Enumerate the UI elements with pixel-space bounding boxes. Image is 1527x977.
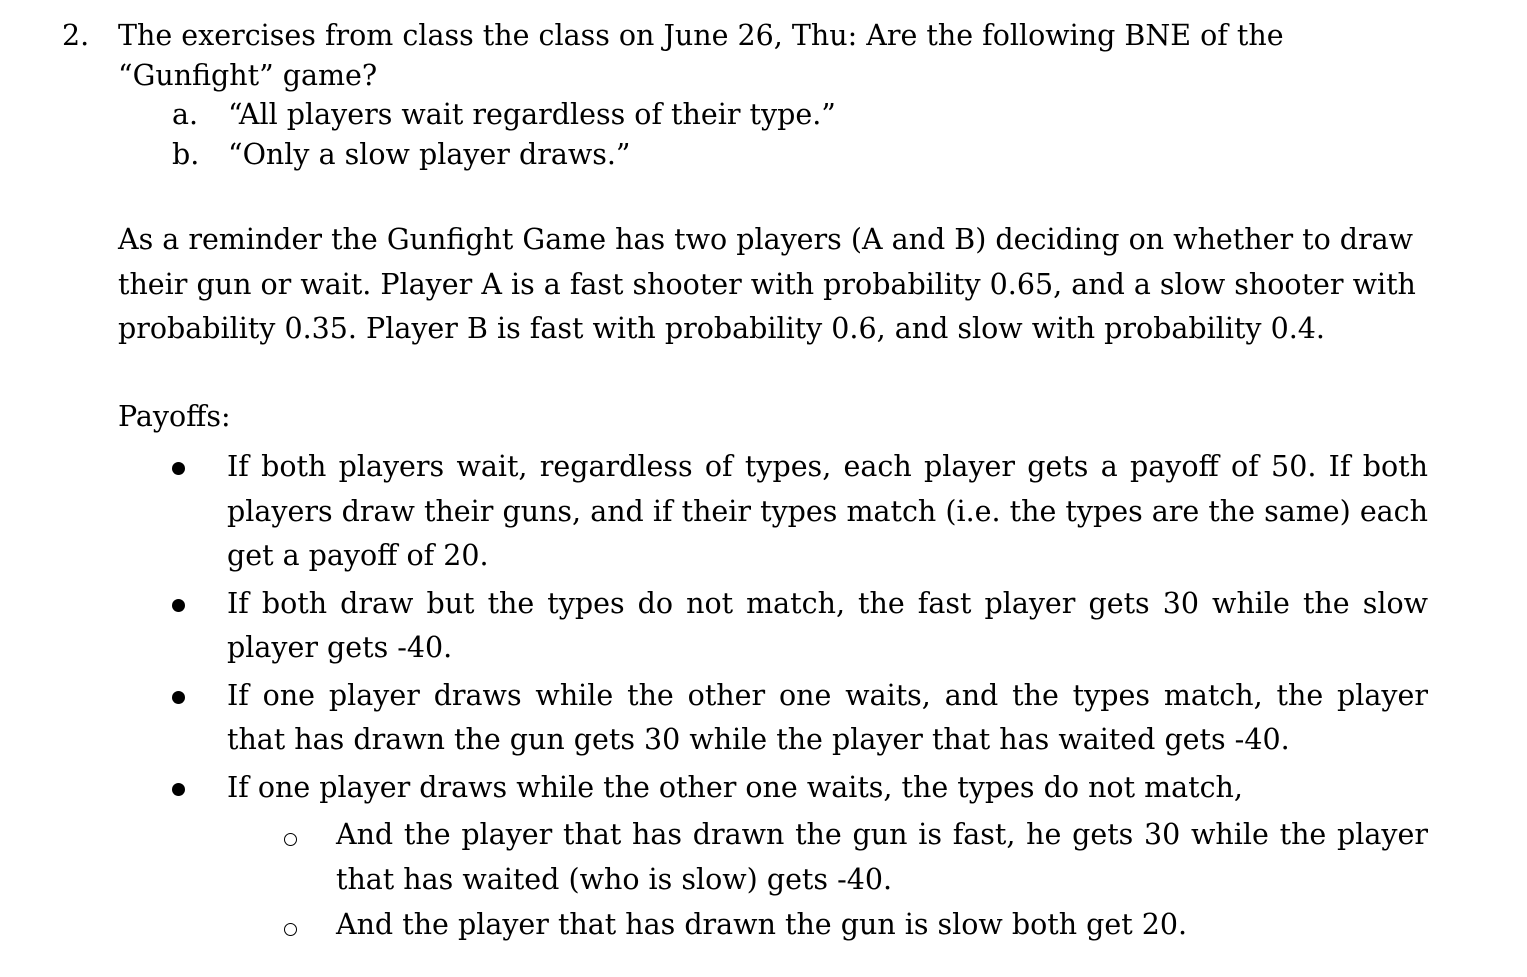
bullet-text: If one player draws while the other one waits, the types do not match, [227,770,1243,804]
filled-circle-bullet-icon [172,462,185,475]
item-text: “All players wait regardless of their type.” [228,98,836,131]
hollow-circle-bullet-icon [284,923,297,936]
payoff-bullet-1 [166,445,1428,579]
bullet-text: If both draw but the types do not match, the fast player gets 30 while the slow player gets -40. [227,586,1428,664]
filled-circle-bullet-icon [172,783,185,796]
payoffs-list [166,445,1428,949]
reminder-paragraph: As a reminder the Gunfight Game has two players (A and B) deciding on whether to draw their gun or wait. Player A is a fast shooter with probability 0.65, and a slow shooter with probability 0.35. Player B is fast with probability 0.6, and slow with probability 0.4. [118,223,1416,345]
payoff-subbullet-1 [276,813,1428,902]
payoff-subbullet-2 [276,903,1428,948]
question-text: The exercises from class the class on June 26, Thu: Are the following BNE of the “Gunfight” game? [118,19,1284,92]
payoffs-heading: Payoffs: [118,400,231,433]
filled-circle-bullet-icon [172,599,185,612]
item-marker: b. [172,138,200,171]
payoff-bullet-3 [166,674,1428,763]
payoff-bullet-4 [166,766,1428,811]
filled-circle-bullet-icon [172,691,185,704]
hollow-circle-bullet-icon [284,833,297,846]
payoff-bullet-2 [166,582,1428,671]
question-number: 2. [62,19,90,52]
item-marker: a. [172,98,199,131]
payoff-subbullets [276,813,1428,948]
bullet-text: If one player draws while the other one waits, and the types match, the player that has drawn the gun gets 30 while the player that has waited gets -40. [227,678,1428,756]
item-text: “Only a slow player draws.” [228,138,631,171]
subbullet-text: And the player that has drawn the gun is fast, he gets 30 while the player that has waited (who is slow) gets -40. [336,818,1428,896]
subbullet-text: And the player that has drawn the gun is slow both get 20. [336,908,1188,941]
bullet-text: If both players wait, regardless of types, each player gets a payoff of 50. If both players draw their guns, and if their types match (i.e. the types are the same) each get a payoff of 20. [227,450,1428,572]
